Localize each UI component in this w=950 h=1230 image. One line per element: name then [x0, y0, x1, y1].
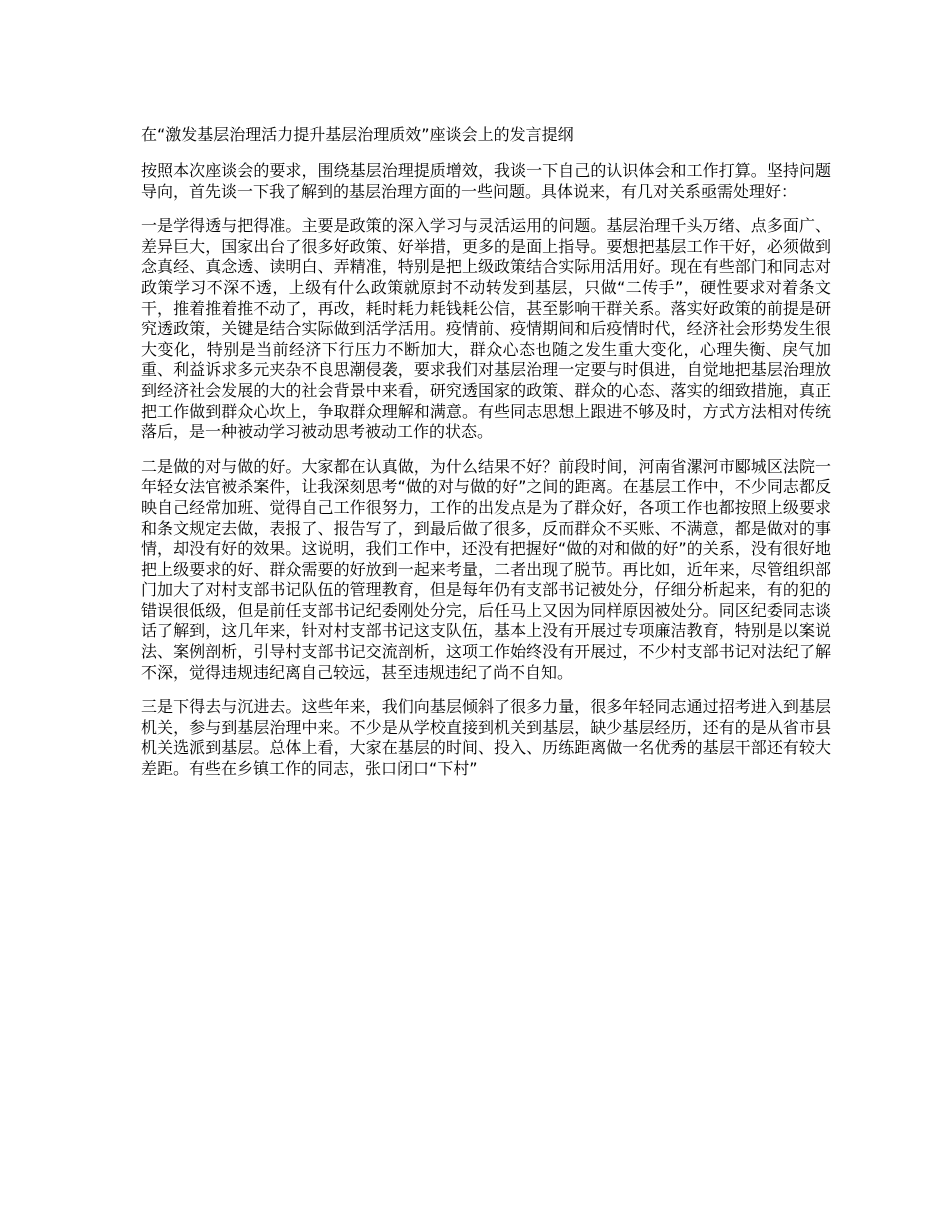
- paragraph-point-one: 一是学得透与把得准。主要是政策的深入学习与灵活运用的问题。基层治理千头万绪、点多面广、差异巨大，国家出台了很多好政策、好举措，更多的是面上指导。要想把基层工作干好，必须做到念真经、真念透、读明白、弄精准，特别是把上级政策结合实际用活用好。现在有些部门和同志对政策学习不深不透，上级有什么政策就原封不动转发到基层，只做“二传手”，硬性要求对着条文干，推着推着推不动了，再改，耗时耗力耗钱耗公信，甚至影响干群关系。落实好政策的前提是研究透政策，关键是结合实际做到活学活用。疫情前、疫情期间和后疫情时代，经济社会形势发生很大变化，特别是当前经济下行压力不断加大，群众心态也随之发生重大变化，心理失衡、戾气加重、利益诉求多元夹杂不良思潮侵袭，要求我们对基层治理一定要与时俱进，自觉地把基层治理放到经济社会发展的大的社会背景中来看，研究透国家的政策、群众的心态、落实的细致措施，真正把工作做到群众心坎上，争取群众理解和满意。有些同志思想上跟进不够及时，方式方法相对传统落后，是一种被动学习被动思考被动工作的状态。: [141, 216, 831, 442]
- paragraph-point-three: 三是下得去与沉进去。这些年来，我们向基层倾斜了很多力量，很多年轻同志通过招考进入到基层机关，参与到基层治理中来。不少是从学校直接到机关到基层，缺少基层经历，还有的是从省市县机关选派到基层。总体上看，大家在基层的时间、投入、历练距离做一名优秀的基层干部还有较大差距。有些在乡镇工作的同志，张口闭口“下村”: [141, 697, 831, 779]
- paragraph-point-two: 二是做的对与做的好。大家都在认真做，为什么结果不好？前段时间，河南省漯河市郾城区法院一年轻女法官被杀案件，让我深刻思考“做的对与做的好”之间的距离。在基层工作中，不少同志都反映自己经常加班、觉得自己工作很努力，工作的出发点是为了群众好，各项工作也都按照上级要求和条文规定去做，表报了、报告写了，到最后做了很多，反而群众不买账、不满意，都是做对的事情，却没有好的效果。这说明，我们工作中，还没有把握好“做的对和做的好”的关系，没有很好地把上级要求的好、群众需要的好放到一起来考量，二者出现了脱节。再比如，近年来，尽管组织部门加大了对村支部书记队伍的管理教育，但是每年仍有支部书记被处分，仔细分析起来，有的犯的错误很低级，但是前任支部书记纪委刚处分完，后任马上又因为同样原因被处分。同区纪委同志谈话了解到，这几年来，针对村支部书记这支队伍，基本上没有开展过专项廉洁教育，特别是以案说法、案例剖析，引导村支部书记交流剖析，这项工作始终没有开展过，不少村支部书记对法纪了解不深，觉得违规违纪离自己较远，甚至违规违纪了尚不自知。: [141, 456, 831, 682]
- document-page: [141, 123, 831, 794]
- document-title: 在“激发基层治理活力提升基层治理质效”座谈会上的发言提纲: [141, 125, 574, 144]
- paragraph-intro: 按照本次座谈会的要求，围绕基层治理提质增效，我谈一下自己的认识体会和工作打算。坚持问题导向，首先谈一下我了解到的基层治理方面的一些问题。具体说来，有几对关系亟需处理好：: [141, 161, 831, 201]
